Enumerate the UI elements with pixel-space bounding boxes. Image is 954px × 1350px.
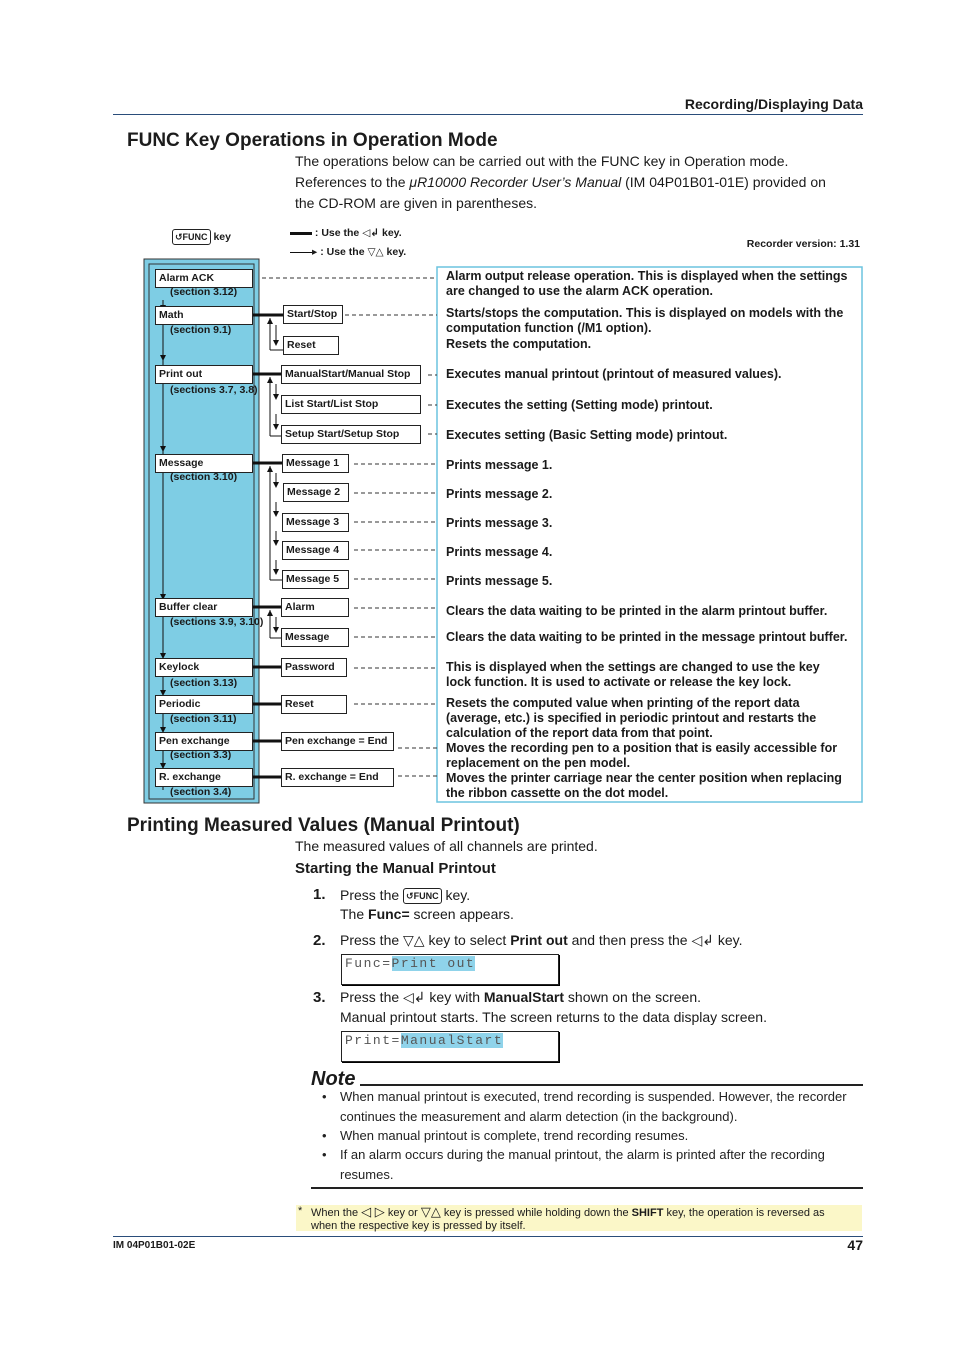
menu-section-ref: (section 3.10) xyxy=(170,471,238,483)
sub-message-4[interactable]: Message 4 xyxy=(282,541,349,560)
intro-line-2: References to the μR10000 Recorder User’s Manual (IM 04P01B01-01E) provided on xyxy=(295,174,826,190)
step-number: 1. xyxy=(313,886,326,903)
note-bullet: If an alarm occurs during the manual printout, the alarm is printed after the recording resumes. xyxy=(340,1147,825,1182)
menu-item-periodic[interactable]: Periodic xyxy=(155,695,253,714)
note-rule-bottom xyxy=(311,1187,863,1189)
menu-section-ref: (section 9.1) xyxy=(170,324,232,336)
step-3-line-1: Press the ◁↲ key with ManualStart shown on the screen. xyxy=(340,989,701,1005)
legend-thick-line: : Use the ◁↲ key. xyxy=(290,227,402,239)
desc-buffer-alarm: Clears the data waiting to be printed in the alarm printout buffer. xyxy=(446,604,828,618)
enter-key-icon: ◁↲ xyxy=(403,989,426,1005)
sub-pen-exchange-end[interactable]: Pen exchange = End xyxy=(281,732,394,751)
up-down-key-icon: ▽△ xyxy=(367,246,384,258)
note-title: Note xyxy=(311,1068,356,1090)
menu-section-ref: (sections 3.7, 3.8) xyxy=(170,384,258,396)
desc-setup: Executes setting (Basic Setting mode) printout. xyxy=(446,428,728,442)
sub-start-stop[interactable]: Start/Stop xyxy=(283,305,343,324)
footer-rule xyxy=(113,1236,863,1237)
intro-line-1: The operations below can be carried out with the FUNC key in Operation mode. xyxy=(295,153,789,169)
note-bullet: When manual printout is executed, trend recording is suspended. However, the recorder continues the measurement and alarm detection (in the background). xyxy=(340,1089,847,1124)
recorder-version: Recorder version: 1.31 xyxy=(746,238,860,250)
note-rule-top xyxy=(360,1084,863,1086)
lcd-highlight: ManualStart xyxy=(400,1033,504,1048)
printing-section-title: Printing Measured Values (Manual Printout) xyxy=(127,815,520,836)
func-key-legend: ↺FUNC key xyxy=(172,229,231,245)
footnote-text: When the ◁ ▷ key or ▽△ key is pressed while holding down the SHIFT key, the operation is reversed as when the respective key is pressed by itself. xyxy=(311,1204,825,1232)
desc-start-stop: Starts/stops the computation. This is displayed on models with the computation function (/M1 option). xyxy=(446,306,844,335)
menu-item-alarm-ack[interactable]: Alarm ACK xyxy=(155,269,253,288)
header-section-title: Recording/Displaying Data xyxy=(684,96,863,112)
up-down-key-icon: ▽△ xyxy=(403,932,425,948)
desc-reset-math: Resets the computation. xyxy=(446,337,592,351)
sub-message-1[interactable]: Message 1 xyxy=(282,454,349,473)
menu-section-ref: (section 3.4) xyxy=(170,786,232,798)
sub-password[interactable]: Password xyxy=(281,658,347,677)
up-down-key-icon: ▽△ xyxy=(420,1204,441,1219)
note-bullet: When manual printout is complete, trend recording resumes. xyxy=(340,1128,689,1143)
desc-manual: Executes manual printout (printout of measured values). xyxy=(446,367,782,381)
func-key-icon: ↺FUNC xyxy=(172,229,211,245)
desc-message-1: Prints message 1. xyxy=(446,458,553,472)
step-number: 3. xyxy=(313,989,326,1006)
sub-setup-start-stop[interactable]: Setup Start/Setup Stop xyxy=(281,425,421,444)
lcd-screen-func: Func=Print out xyxy=(341,954,559,985)
page-number: 47 xyxy=(847,1237,863,1253)
desc-list: Executes the setting (Setting mode) printout. xyxy=(446,398,713,412)
menu-item-r-exchange[interactable]: R. exchange xyxy=(155,768,253,787)
sub-message-5[interactable]: Message 5 xyxy=(282,570,349,589)
desc-message-2: Prints message 2. xyxy=(446,487,553,501)
menu-item-keylock[interactable]: Keylock xyxy=(155,658,253,677)
sub-message-3[interactable]: Message 3 xyxy=(282,513,349,532)
desc-buffer-message: Clears the data waiting to be printed in the message printout buffer. xyxy=(446,630,848,644)
manual-title: μR10000 Recorder User’s Manual xyxy=(409,174,622,190)
sub-reset-math[interactable]: Reset xyxy=(283,336,339,355)
legend-thin-line: ▸ : Use the ▽△ key. xyxy=(290,246,406,258)
printing-subtitle: Starting the Manual Printout xyxy=(295,860,496,877)
sub-reset-periodic[interactable]: Reset xyxy=(281,695,347,714)
menu-section-ref: (section 3.11) xyxy=(170,713,237,725)
desc-reset-periodic: Resets the computed value when printing of the report data (average, etc.) is specified in periodic printout and restarts the calculation of the report data from that point. xyxy=(446,696,817,740)
menu-section-ref: (sections 3.9, 3.10) xyxy=(170,616,264,628)
lcd-highlight: Print out xyxy=(391,956,476,971)
sub-list-start-stop[interactable]: List Start/List Stop xyxy=(281,395,421,414)
printing-intro: The measured values of all channels are printed. xyxy=(295,838,598,854)
sub-buffer-message[interactable]: Message xyxy=(281,628,349,647)
desc-alarm-ack: Alarm output release operation. This is displayed when the settings are changed to use the alarm ACK operation. xyxy=(446,269,848,298)
desc-r-exchange-end: Moves the printer carriage near the center position when replacing the ribbon cassette on the dot model. xyxy=(446,771,842,800)
step-number: 2. xyxy=(313,932,326,949)
desc-message-5: Prints message 5. xyxy=(446,574,553,588)
menu-section-ref: (section 3.12) xyxy=(170,286,238,298)
desc-message-4: Prints message 4. xyxy=(446,545,553,559)
step-2-line-1: Press the ▽△ key to select Print out and then press the ◁↲ key. xyxy=(340,932,743,948)
menu-item-print-out[interactable]: Print out xyxy=(155,365,253,384)
func-section-title: FUNC Key Operations in Operation Mode xyxy=(127,130,498,151)
func-key-icon: ↺FUNC xyxy=(403,888,442,904)
menu-section-ref: (section 3.13) xyxy=(170,677,238,689)
menu-item-math[interactable]: Math xyxy=(155,306,253,325)
menu-item-pen-exchange[interactable]: Pen exchange xyxy=(155,732,253,751)
lcd-screen-print: Print=ManualStart xyxy=(341,1031,559,1062)
step-1-line-2: The Func= screen appears. xyxy=(340,906,514,922)
sub-message-2[interactable]: Message 2 xyxy=(283,483,349,502)
sub-manual-start-stop[interactable]: ManualStart/Manual Stop xyxy=(281,365,421,384)
footer-doc-id: IM 04P01B01-02E xyxy=(113,1240,196,1251)
menu-section-ref: (section 3.3) xyxy=(170,749,232,761)
step-3-line-2: Manual printout starts. The screen returns to the data display screen. xyxy=(340,1009,767,1025)
sub-r-exchange-end[interactable]: R. exchange = End xyxy=(281,768,394,787)
intro-line-3: the CD-ROM are given in parentheses. xyxy=(295,195,537,211)
enter-key-icon: ◁↲ xyxy=(691,932,714,948)
desc-message-3: Prints message 3. xyxy=(446,516,553,530)
desc-pen-exchange-end: Moves the recording pen to a position that is easily accessible for replacement on the pen model. xyxy=(446,741,838,770)
enter-key-icon: ◁↲ xyxy=(362,227,380,239)
left-right-key-icon: ◁ ▷ xyxy=(361,1204,385,1219)
menu-item-message[interactable]: Message xyxy=(155,454,253,473)
footnote-star: * xyxy=(298,1205,303,1217)
step-1-line-1: Press the ↺FUNC key. xyxy=(340,887,471,903)
menu-item-buffer-clear[interactable]: Buffer clear xyxy=(155,598,253,617)
desc-password: This is displayed when the settings are changed to use the key lock function. It is used to activate or release the key lock. xyxy=(446,660,820,689)
sub-buffer-alarm[interactable]: Alarm xyxy=(281,598,349,617)
